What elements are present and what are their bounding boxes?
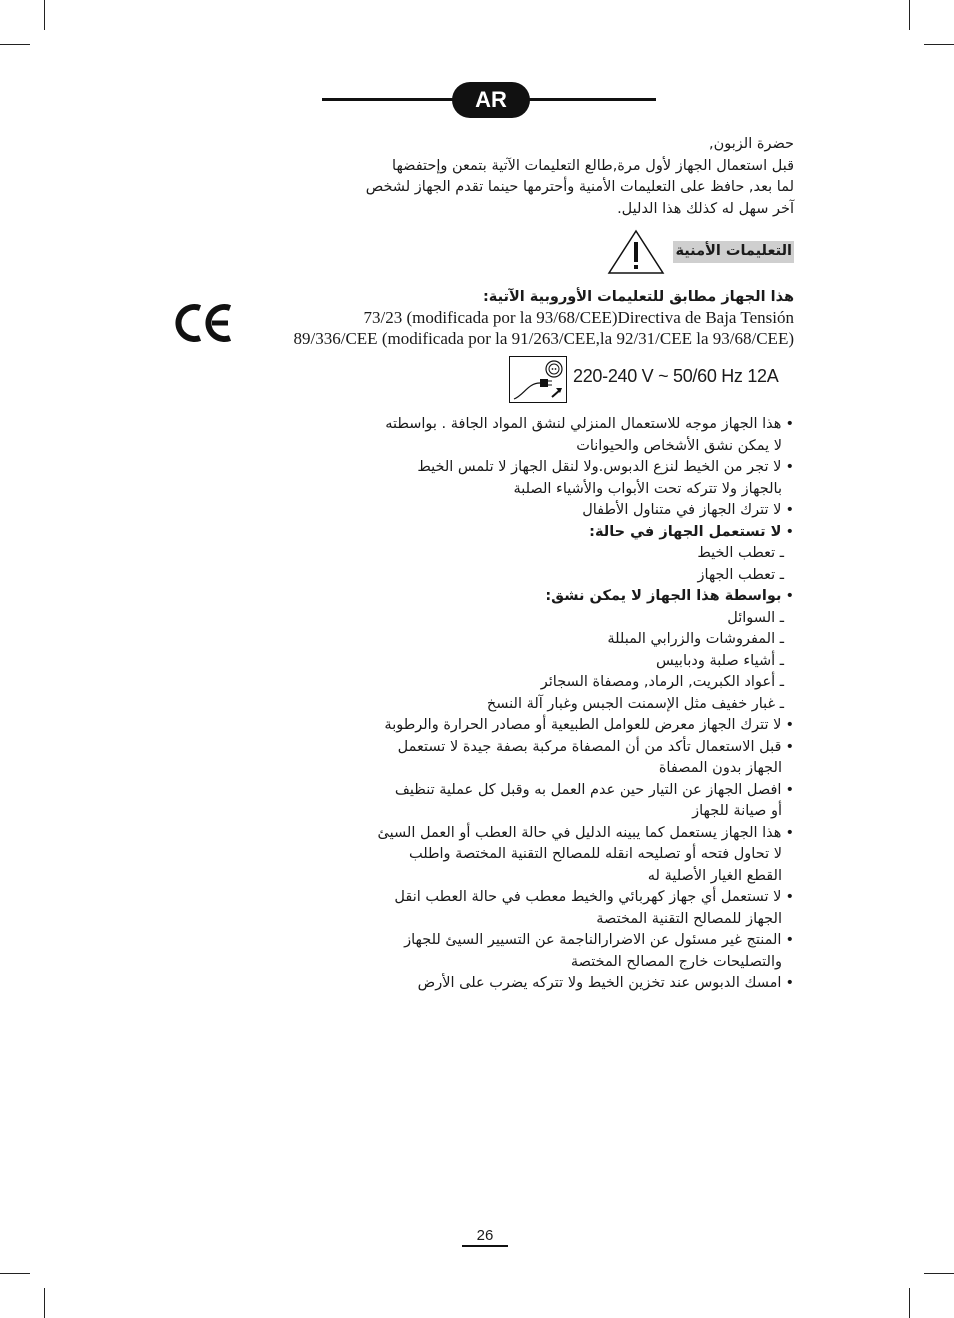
crop-mark xyxy=(924,44,954,45)
list-item xyxy=(354,844,794,866)
list-item xyxy=(354,780,794,802)
list-item xyxy=(354,543,794,565)
list-item xyxy=(354,479,794,501)
dash-icon: ـ xyxy=(775,652,784,669)
list-item xyxy=(354,973,794,995)
ce-mark-logo xyxy=(174,302,234,344)
list-item-text: افصل الجهاز عن التيار حين عدم العمل به وقبل كل عملية تنظيف xyxy=(394,781,782,798)
list-item xyxy=(354,500,794,522)
list-item xyxy=(354,952,794,974)
list-item-text: امسك الدبوس عند تخزين الخيط ولا تتركه يضرب على الأرض xyxy=(417,975,782,991)
list-item-text: أو صيانة للجهاز xyxy=(692,803,782,819)
list-item xyxy=(354,866,794,888)
list-item xyxy=(354,522,794,544)
crop-mark xyxy=(44,0,45,30)
list-item-text: لا تجر من الخيط لنزع الدبوس.ولا لنقل الجهاز لا تلمس الخيط xyxy=(417,459,782,475)
bullet-icon: • xyxy=(785,824,794,841)
safety-heading: التعليمات الأمنية xyxy=(673,241,794,263)
intro-line: لما بعد, حافظ على التعليمات الأمنية وأحترمها حينما تقدم الجهاز لشخص xyxy=(365,179,794,195)
list-item xyxy=(354,414,794,436)
list-item-text: لا تترك الجهاز معرض للعوامل الطبيعية أو مصادر الحرارة والرطوبة xyxy=(384,717,782,733)
crop-mark xyxy=(909,1288,910,1318)
list-item xyxy=(354,694,794,716)
list-item-text: تعطب الجهاز xyxy=(697,566,776,583)
bullet-icon: • xyxy=(785,975,794,991)
safety-list xyxy=(354,414,794,995)
list-item-text: لا تحاول فتحه أو تصليحه انقله للمصالح التقنية المختصة واطلب xyxy=(408,846,782,862)
directive-line: 89/336/CEE (modificada por la 91/263/CEE,la 92/31/CEE la 93/68/CEE) xyxy=(293,329,794,348)
list-item xyxy=(354,823,794,845)
language-badge: AR xyxy=(452,82,530,118)
crop-mark xyxy=(0,1273,30,1274)
bullet-icon: • xyxy=(785,523,794,540)
dash-icon: ـ xyxy=(775,545,784,561)
directive-line: 73/23 (modificada por la 93/68/CEE)Directiva de Baja Tensión xyxy=(363,308,794,327)
crop-mark xyxy=(0,44,30,45)
list-item xyxy=(354,629,794,651)
list-item-text: المفروشات والزرابي المبللة xyxy=(607,631,776,647)
list-item xyxy=(354,651,794,673)
list-item-text: بواسطة هذا الجهاز لا يمكن نشق: xyxy=(545,588,782,604)
list-item-text: لا تترك الجهاز في متناول الأطفال xyxy=(582,502,782,518)
greeting: حضرة الزبون, xyxy=(709,136,794,152)
bullet-icon: • xyxy=(785,588,794,604)
dash-icon: ـ xyxy=(775,695,784,712)
list-item xyxy=(354,586,794,608)
electrical-rating: 220-240 V ~ 50/60 Hz 12A xyxy=(573,366,779,386)
list-item-text: قبل الاستعمال تأكد من أن المصفاة مركبة بصفة جيدة لا تستعمل xyxy=(397,738,782,755)
list-item xyxy=(354,930,794,952)
list-item-text: أشياء صلبة ودبابيس xyxy=(656,652,776,669)
bullet-icon: • xyxy=(785,932,794,948)
list-item xyxy=(354,887,794,909)
bullet-icon: • xyxy=(785,781,794,798)
list-item-text: القطع الغيار الأصلية له xyxy=(647,867,782,884)
list-item xyxy=(354,737,794,759)
list-item-text: المنتج غير مسئول عن الاضرارالناجمة عن التسيير السيئ للجهاز xyxy=(404,932,782,948)
bullet-icon: • xyxy=(785,416,794,432)
intro-section xyxy=(354,134,794,309)
list-item-text: لا تستعمل الجهاز في حالة: xyxy=(589,523,782,540)
bullet-icon: • xyxy=(785,459,794,475)
warning-triangle-icon xyxy=(607,229,665,275)
list-item xyxy=(354,565,794,587)
list-item-text: السوائل xyxy=(727,609,776,626)
list-item xyxy=(354,672,794,694)
crop-mark xyxy=(924,1273,954,1274)
list-item-text: هذا الجهاز يستعمل كما يبينه الدليل في حالة العطب أو العمل السيئ xyxy=(377,824,782,841)
list-item xyxy=(354,758,794,780)
header-rule-right xyxy=(520,98,656,101)
dash-icon: ـ xyxy=(775,631,784,647)
safety-heading-row xyxy=(354,229,794,275)
dash-icon: ـ xyxy=(775,674,784,690)
plug-icon xyxy=(510,357,566,402)
bullet-icon: • xyxy=(785,738,794,755)
list-item-text: تعطب الخيط xyxy=(697,545,776,561)
plug-icon-box xyxy=(509,356,567,403)
intro-line: آخر سهل له كذلك هذا الدليل. xyxy=(617,200,794,217)
bullet-icon: • xyxy=(785,889,794,905)
list-item-text: لا تستعمل أي جهاز كهربائي والخيط معطب في حالة العطب انقل xyxy=(394,889,782,905)
dash-icon: ـ xyxy=(775,566,784,583)
list-item-text: أعواد الكبريت, الرماد, ومصفاة السجائر xyxy=(540,674,776,690)
crop-mark xyxy=(909,0,910,30)
list-item xyxy=(354,801,794,823)
list-item-text: الجهاز بدون المصفاة xyxy=(658,760,782,776)
crop-mark xyxy=(44,1288,45,1318)
list-item-text: بالجهاز ولا تتركه تحت الأبواب والأشياء الصلبة xyxy=(513,480,782,497)
list-item xyxy=(354,436,794,458)
standards-heading: هذا الجهاز مطابق للتعليمات الأوروبية الآتية: xyxy=(483,289,794,305)
list-item xyxy=(354,457,794,479)
bullet-icon: • xyxy=(785,717,794,733)
list-item-text: هذا الجهاز موجه للاستعمال المنزلي لنشق المواد الجافة . بواسطته xyxy=(385,416,782,432)
list-item xyxy=(354,608,794,630)
list-item-text: الجهاز للمصالح التقنية المختصة xyxy=(596,910,782,927)
list-item-text: غبار خفيف مثل الإسمنت الجبس وغبار آلة النسخ xyxy=(486,695,776,712)
bullet-icon: • xyxy=(785,502,794,518)
list-item xyxy=(354,909,794,931)
list-item-text: لا يمكن نشق الأشخاص والحيوانات xyxy=(576,437,782,454)
header-rule-left xyxy=(322,98,462,101)
list-item-text: والتصليحات خارج المصالح المختصة xyxy=(570,953,782,970)
page-number: 26 xyxy=(462,1227,508,1247)
dash-icon: ـ xyxy=(775,609,784,626)
intro-line: قبل استعمال الجهاز لأول مرة,طالع التعليمات الآتية بتمعن وإحتفضها xyxy=(392,157,794,174)
list-item xyxy=(354,715,794,737)
